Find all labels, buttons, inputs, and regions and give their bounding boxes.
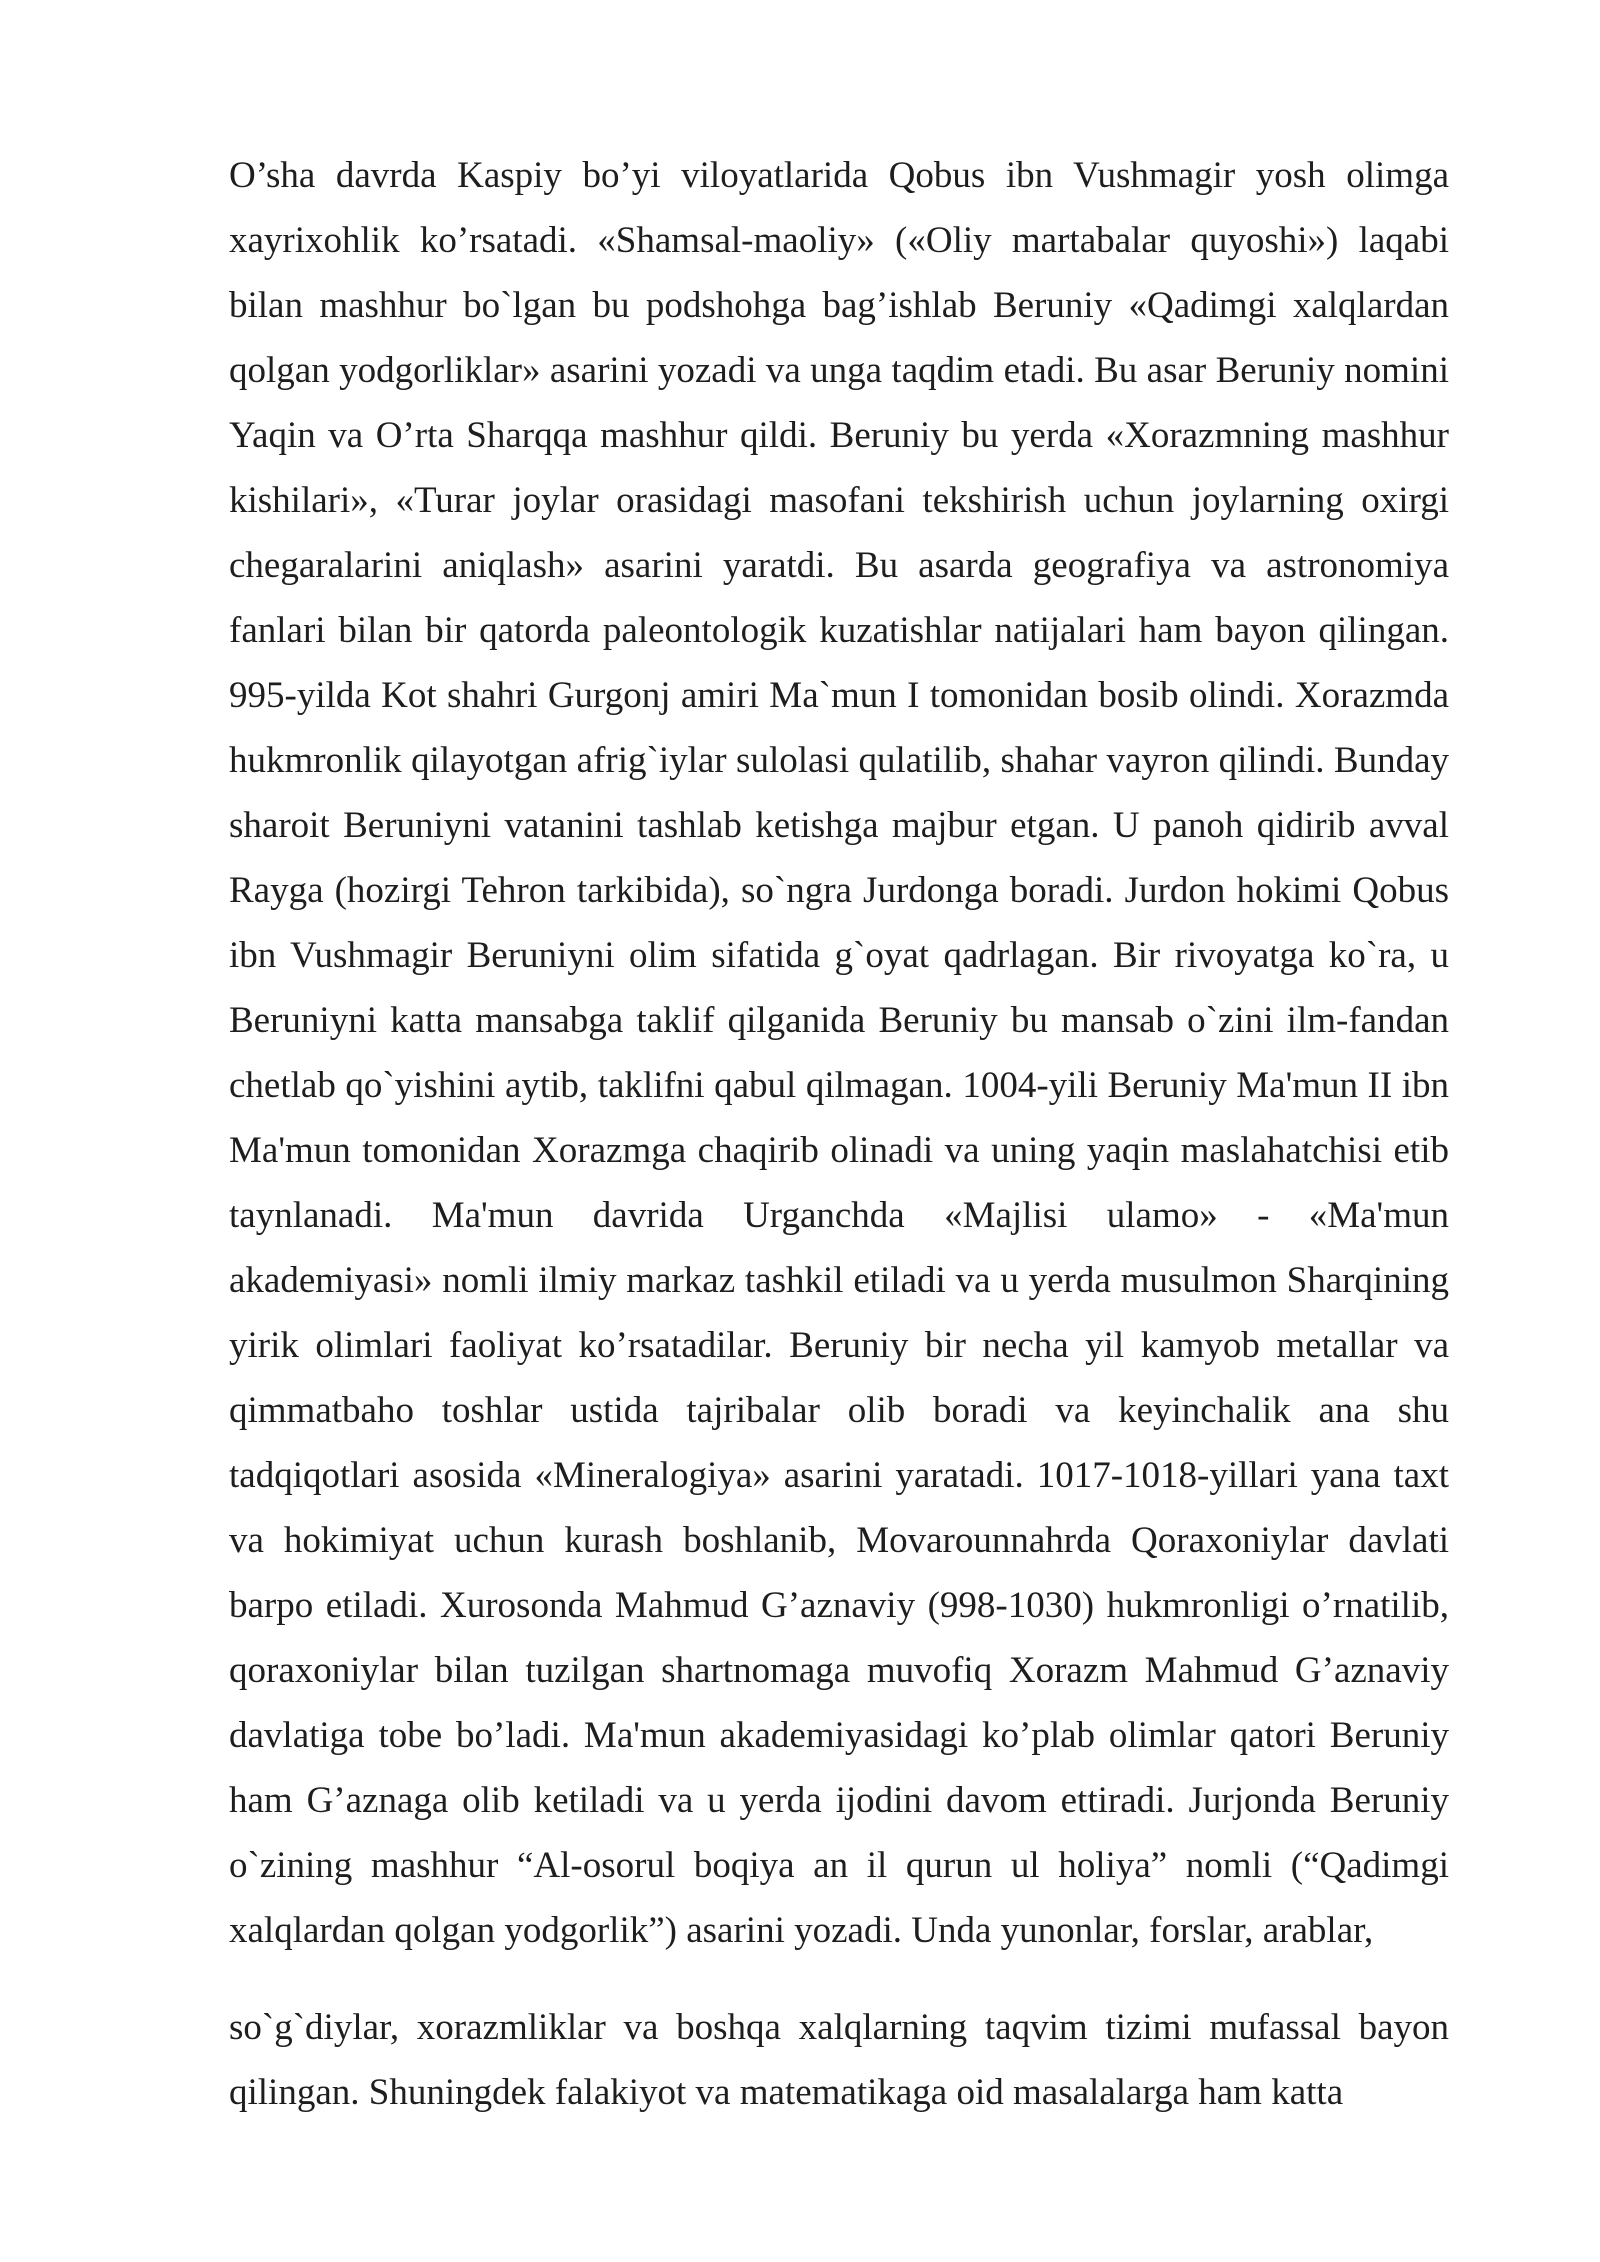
body-paragraph-2: so`g`diylar, xorazmliklar va boshqa xalqlarning taqvim tizimi mufassal bayon qilingan. Shuningdek falakiyot va matematikaga oid masalalarga ham katta: [229, 2007, 1449, 2113]
body-paragraph-1: O’sha davrda Kaspiy bo’yi viloyatlarida Qobus ibn Vushmagir yosh olimga xayrixohlik ko’rsatadi. «Shamsal-maoliy» («Oliy martabalar quyoshi») laqabi bilan mashhur bo`lgan bu podshohga bag’ishlab Beruniy «Qadimgi xalqlardan qolgan yodgorliklar» asarini yozadi va unga taqdim etadi. Bu asar Beruniy nomini Yaqin va O’rta Sharqqa mashhur qildi. Beruniy bu yerda «Xorazmning mashhur kishilari», «Turar joylar orasidagi masofani tekshirish uchun joylarning oxirgi chegaralarini aniqlash» asarini yaratdi. Bu asarda geografiya va astronomiya fanlari bilan bir qatorda paleontologik kuzatishlar natijalari ham bayon qilingan. 995-yilda Kot shahri Gurgonj amiri Ma`mun I tomonidan bosib olindi. Xorazmda hukmronlik qilayotgan afrig`iylar sulolasi qulatilib, shahar vayron qilindi. Bunday sharoit Beruniyni vatanini tashlab ketishga majbur etgan. U panoh qidirib avval Rayga (hozirgi Tehron tarkibida), so`ngra Jurdonga boradi. Jurdon hokimi Qobus ibn Vushmagir Beruniyni olim sifatida g`oyat qadrlagan. Bir rivoyatga ko`ra, u Beruniyni katta mansabga taklif qilganida Beruniy bu mansab o`zini ilm-fandan chetlab qo`yishini aytib, taklifni qabul qilmagan. 1004-yili Beruniy Ma'mun II ibn Ma'mun tomonidan Xorazmga chaqirib olinadi va uning yaqin maslahatchisi etib taynlanadi. Ma'mun davrida Urganchda «Majlisi ulamo» - «Ma'mun akademiyasi» nomli ilmiy markaz tashkil etiladi va u yerda musulmon Sharqining yirik olimlari faoliyat ko’rsatadilar. Beruniy bir necha yil kamyob metallar va qimmatbaho toshlar ustida tajribalar olib boradi va keyinchalik ana shu tadqiqotlari asosida «Mineralogiya» asarini yaratadi. 1017-1018-yillari yana taxt va hokimiyat uchun kurash boshlanib, Movarounnahrda Qoraxoniylar davlati barpo etiladi. Xurosonda Mahmud G’aznaviy (998-1030) hukmronligi o’rnatilib, qoraxoniylar bilan tuzilgan shartnomaga muvofiq Xorazm Mahmud G’aznaviy davlatiga tobe bo’ladi. Ma'mun akademiyasidagi ko’plab olimlar qatori Beruniy ham G’aznaga olib ketiladi va u yerda ijodini davom ettiradi. Jurjonda Beruniy o`zining mashhur “Al-osorul boqiya an il qurun ul holiya” nomli (“Qadimgi xalqlardan qolgan yodgorlik”) asarini yozadi. Unda yunonlar, forslar, arablar,: [229, 155, 1449, 1951]
